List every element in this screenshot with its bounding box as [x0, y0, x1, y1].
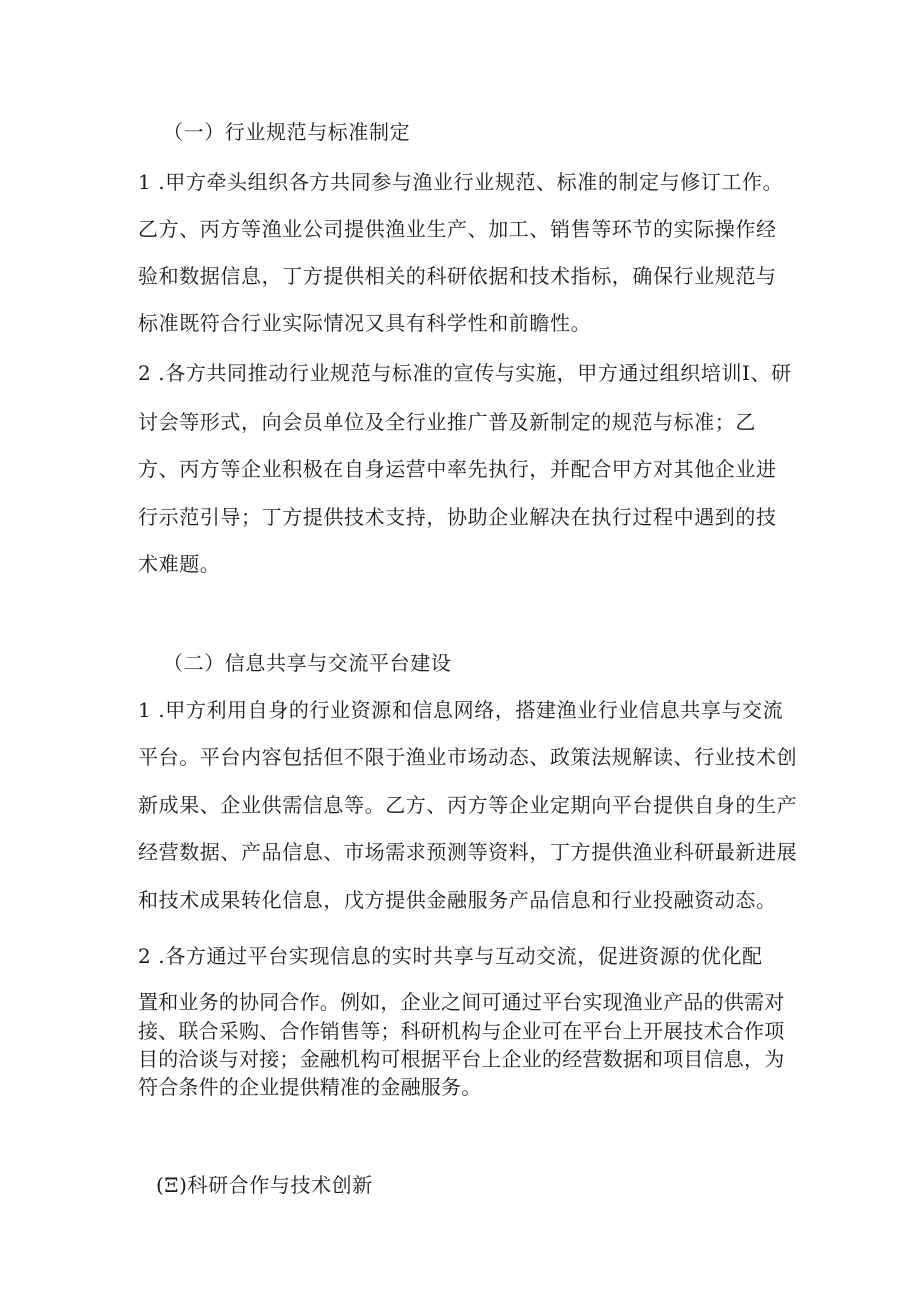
- paragraph-line: 方、丙方等企业积极在自身运营中率先执行，并配合甲方对其他企业进: [138, 457, 777, 481]
- section-heading-3: (Ξ)科研合作与技术创新: [156, 1173, 373, 1197]
- paragraph-line: 目的洽谈与对接；金融机构可根据平台上企业的经营数据和项目信息，为: [138, 1047, 785, 1071]
- paragraph-line: 1 .甲方牵头组织各方共同参与渔业行业规范、标准的制定与修订工作。: [138, 170, 784, 194]
- paragraph-line: 讨会等形式，向会员单位及全行业推广普及新制定的规范与标准；乙: [138, 410, 756, 434]
- paragraph-line: 符合条件的企业提供精准的金融服务。: [138, 1075, 482, 1099]
- paragraph-line: 接、联合采购、合作销售等；科研机构与企业可在平台上开展技术合作项: [138, 1019, 785, 1043]
- paragraph-line: 行示范引导；丁方提供技术支持，协助企业解决在执行过程中遇到的技: [138, 505, 777, 529]
- paragraph-line: 和技术成果转化信息，戊方提供金融服务产品信息和行业投融资动态。: [138, 888, 777, 912]
- paragraph-line: 2 .各方共同推动行业规范与标准的宣传与实施，甲方通过组织培训I、研: [138, 361, 792, 385]
- paragraph-line: 平台。平台内容包括但不限于渔业市场动态、政策法规解读、行业技术创: [138, 745, 798, 769]
- section-heading-2: （二）信息共享与交流平台建设: [163, 651, 452, 675]
- paragraph-line: 经营数据、产品信息、市场需求预测等资料，丁方提供渔业科研最新进展: [138, 840, 798, 864]
- paragraph-line: 验和数据信息，丁方提供相关的科研依据和技术指标，确保行业规范与: [138, 264, 777, 288]
- paragraph-line: 新成果、企业供需信息等。乙方、丙方等企业定期向平台提供自身的生产: [138, 793, 798, 817]
- paragraph-line: 1 .甲方利用自身的行业资源和信息网络，搭建渔业行业信息共享与交流: [138, 698, 784, 722]
- section-heading-1: （一）行业规范与标准制定: [163, 120, 411, 144]
- paragraph-line: 标准既符合行业实际情况又具有科学性和前瞻性。: [138, 311, 592, 335]
- paragraph-line: 2 .各方通过平台实现信息的实时共享与互动交流，促进资源的优化配: [138, 944, 763, 968]
- paragraph-line: 乙方、丙方等渔业公司提供渔业生产、加工、销售等环节的实际操作经: [138, 217, 777, 241]
- paragraph-line: 置和业务的协同合作。例如，企业之间可通过平台实现渔业产品的供需对: [138, 990, 785, 1014]
- paragraph-line: 术难题。: [138, 552, 221, 576]
